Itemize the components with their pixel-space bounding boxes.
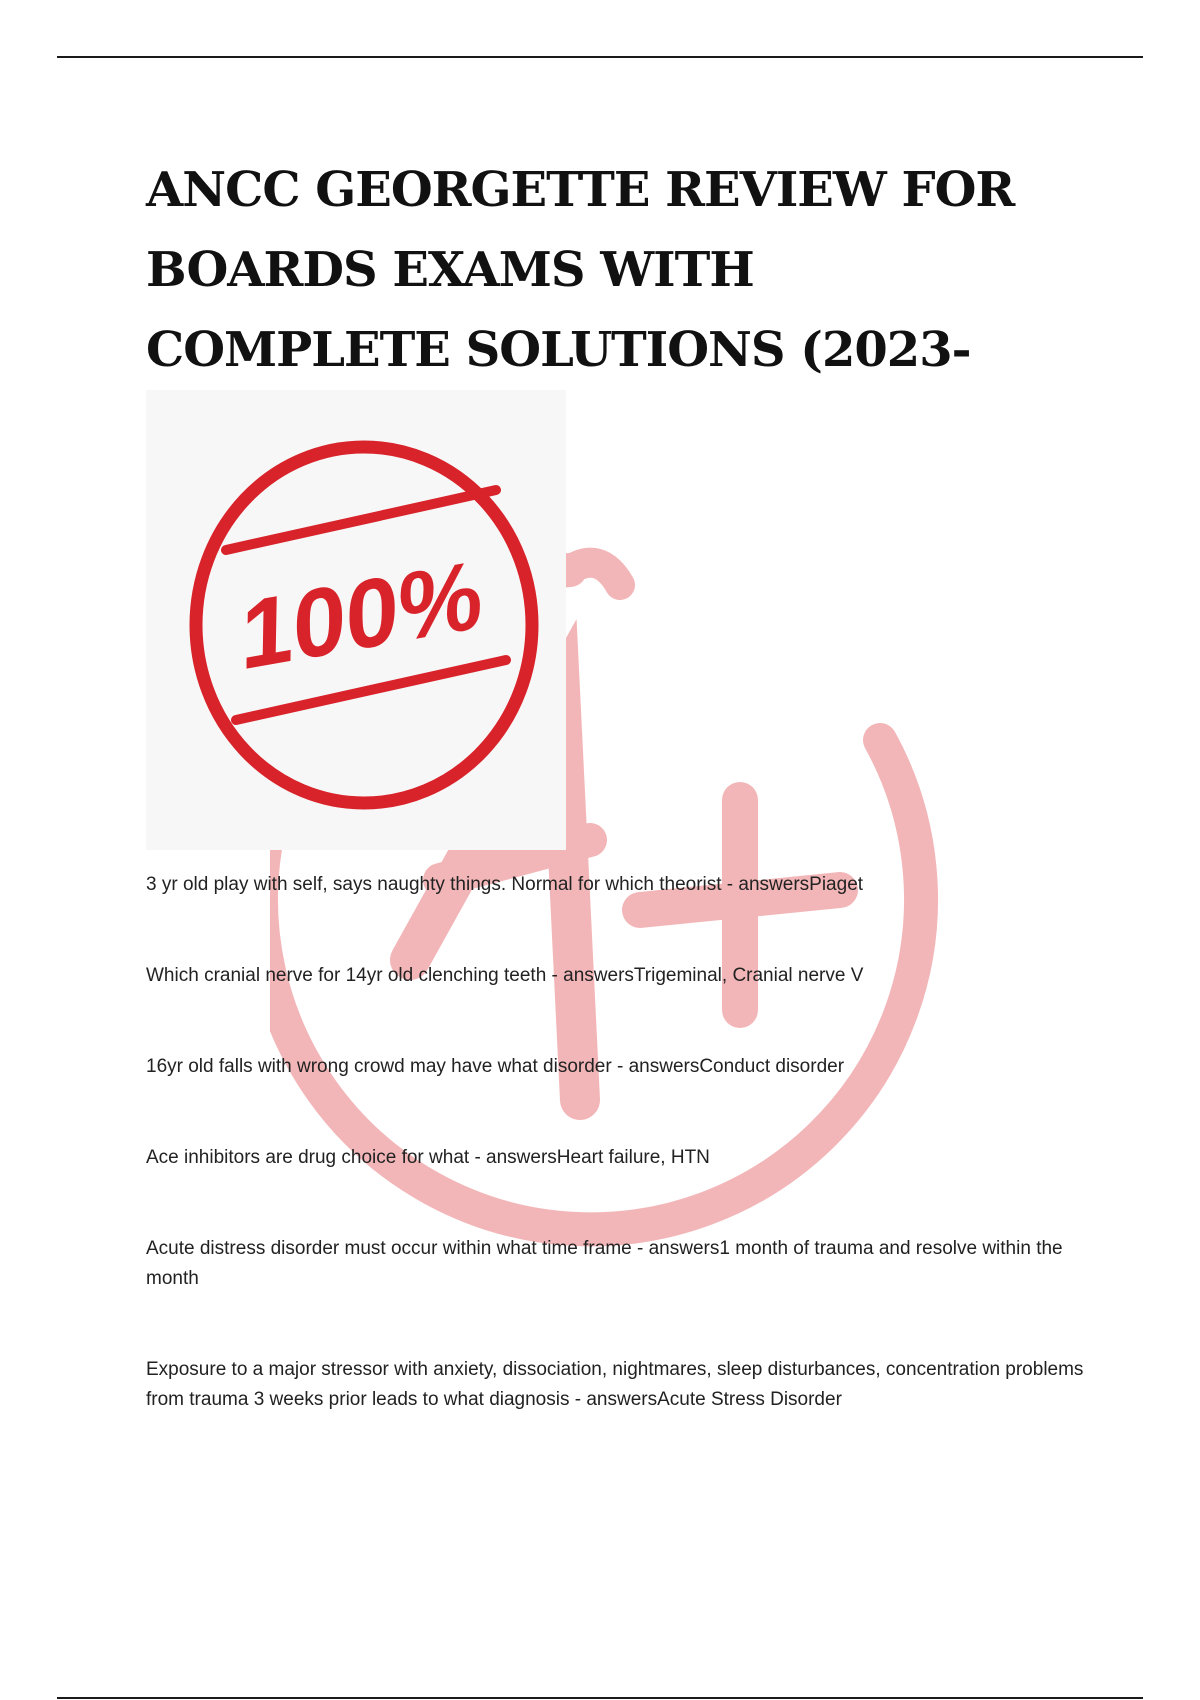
list-item: Acute distress disorder must occur within what time frame - answers1 month of trauma and resolve within the month <box>146 1238 1063 1289</box>
100-percent-stamp-icon <box>146 390 566 850</box>
footer-rule <box>57 1697 1143 1699</box>
list-item: Which cranial nerve for 14yr old clenching teeth - answersTrigeminal, Cranial nerve V <box>146 965 864 986</box>
list-item: 3 yr old play with self, says naughty things. Normal for which theorist - answersPiaget <box>146 874 864 895</box>
document-title: ANCC GEORGETTE REVIEW FOR BOARDS EXAMS WITH COMPLETE SOLUTIONS (2023- <box>146 162 1015 378</box>
list-item: 16yr old falls with wrong crowd may have what disorder - answersConduct disorder <box>146 1056 845 1077</box>
list-item: Exposure to a major stressor with anxiety, dissociation, nightmares, sleep disturbances, concentration problems from trauma 3 weeks prior leads to what diagnosis - answersAcute Stress Disorder <box>146 1359 1084 1410</box>
list-item: Ace inhibitors are drug choice for what - answersHeart failure, HTN <box>146 1147 710 1168</box>
header-rule <box>57 56 1143 58</box>
seal-text: 100% <box>230 541 491 690</box>
